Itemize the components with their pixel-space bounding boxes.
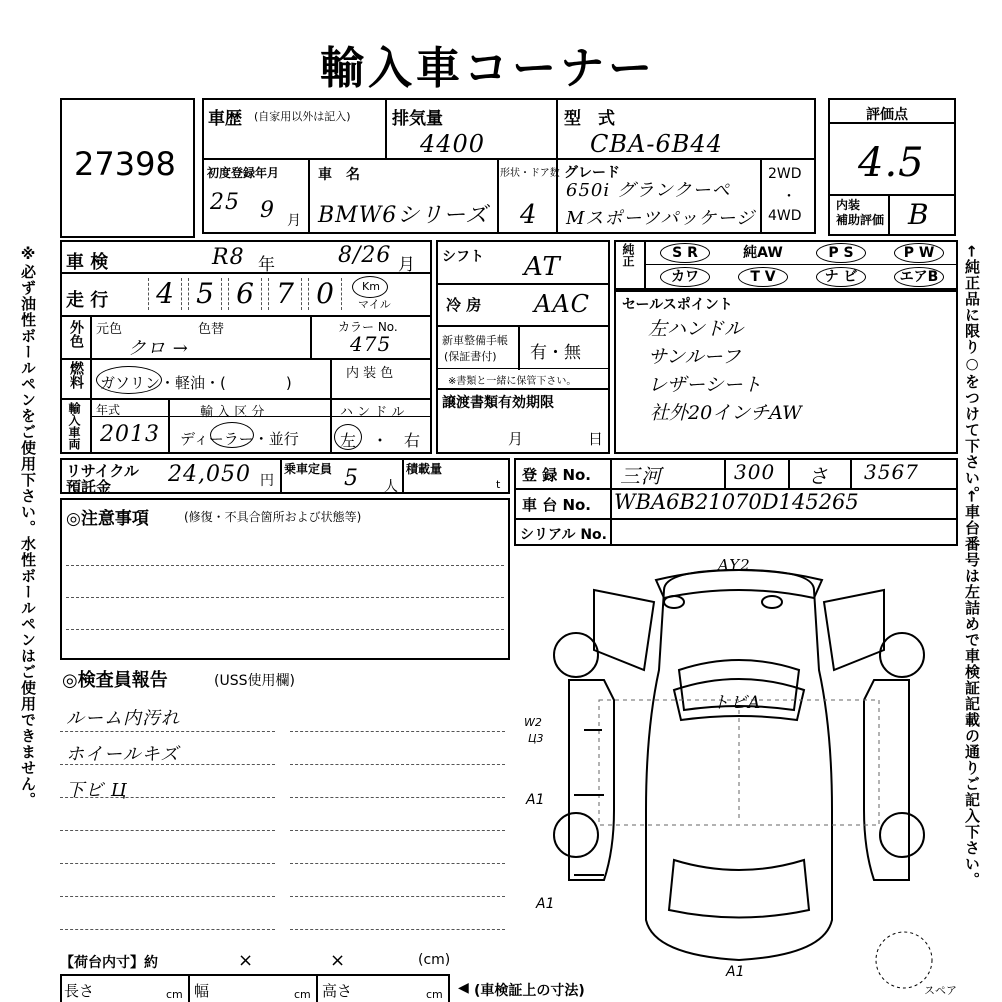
inspection-month-unit: 月 bbox=[398, 255, 415, 275]
shape-doors-label: 形状・ドア数 bbox=[500, 168, 560, 179]
mileage-unit-circle bbox=[352, 276, 388, 298]
interior-label: 内装 補助評価 bbox=[836, 198, 885, 227]
ac-label: 冷 房 bbox=[446, 296, 482, 314]
registration-label: 登 録 No. bbox=[522, 466, 592, 484]
score-label: 評価点 bbox=[866, 107, 908, 123]
genuine-option-circle bbox=[660, 267, 710, 287]
cargo-x2: × bbox=[330, 950, 346, 971]
genuine-option-circle bbox=[816, 243, 866, 263]
cautions-note: (修復・不具合箇所および状態等) bbox=[184, 510, 362, 524]
model-year-value: 2013 bbox=[100, 422, 160, 447]
diagram-mark-side2: A1 bbox=[526, 792, 545, 808]
genuine-option: P W bbox=[884, 243, 954, 263]
inspection-era: R8 bbox=[212, 245, 245, 270]
registration-region: 三河 bbox=[620, 464, 662, 488]
recycle-unit: 円 bbox=[260, 473, 274, 489]
mileage-label: 走 行 bbox=[66, 290, 109, 311]
cargo-x1: × bbox=[238, 950, 254, 971]
inspection-label: 車 検 bbox=[66, 252, 109, 273]
page-title: 輸入車コーナー bbox=[320, 43, 656, 94]
transfer-doc-month: 月 bbox=[508, 430, 524, 448]
recycle-label1: リサイクル bbox=[66, 462, 139, 480]
genuine-option: T V bbox=[728, 267, 798, 287]
sales-point-line: サンルーフ bbox=[648, 346, 741, 368]
car-diagram bbox=[514, 550, 964, 990]
shape-doors-value: 4 bbox=[520, 200, 538, 230]
fuel-label: 燃料 bbox=[68, 361, 84, 389]
import-car-label: 輸入車両 bbox=[67, 402, 81, 450]
genuine-option: S R bbox=[650, 243, 720, 263]
first-reg-year: 25 bbox=[210, 190, 240, 215]
sales-point-line: レザーシート bbox=[648, 374, 762, 396]
color-code-value: 475 bbox=[350, 332, 392, 356]
cargo-length-label: 長さ bbox=[64, 982, 95, 1000]
right-chassis-note: ←車台番号は左詰めで車検証記載の通りご記入下さい。 bbox=[963, 490, 981, 888]
transfer-doc-day: 日 bbox=[588, 430, 604, 448]
grade-line2: Mスポーツパッケージ bbox=[566, 208, 755, 229]
left-handle-circle bbox=[334, 424, 362, 450]
inspection-date: 8/26 bbox=[338, 243, 392, 268]
import-category-options: ディーラー・並行 bbox=[180, 430, 299, 448]
cargo-arrow: ◀ bbox=[458, 980, 469, 996]
registration-class: 300 bbox=[734, 460, 776, 484]
genuine-label: 純正 bbox=[621, 243, 635, 267]
cautions-label: ◎注意事項 bbox=[66, 509, 149, 529]
diagram-mark-side1: W2 bbox=[524, 716, 542, 729]
first-reg-label: 初度登録年月 bbox=[207, 166, 280, 180]
drive-dot: ・ bbox=[782, 189, 796, 205]
color-code-label: カラー No. bbox=[338, 320, 398, 334]
cargo-table bbox=[60, 974, 450, 1002]
grade-line1: 650i グランクーペ bbox=[566, 180, 731, 201]
mileage-unit-km: Km bbox=[362, 280, 380, 293]
grade-label: グレード bbox=[564, 165, 620, 181]
left-pen-note: ※必ず油性ボールペンをご使用下さい。水性ボールペンはご使用できません。 bbox=[19, 245, 37, 808]
ac-value: AAC bbox=[534, 290, 591, 318]
genuine-option-circle bbox=[816, 267, 866, 287]
diagram-mark-side1b: Ц3 bbox=[528, 732, 544, 745]
registration-kana: さ bbox=[808, 464, 829, 488]
interior-value: B bbox=[908, 198, 930, 231]
import-category-label: 輸 入 区 分 bbox=[200, 405, 265, 420]
mileage-unit-mile: マイル bbox=[358, 298, 391, 311]
spare-label: スペア bbox=[924, 984, 957, 997]
capacity-label: 乗車定員 bbox=[284, 462, 333, 476]
mileage-digit: 4 bbox=[148, 278, 182, 310]
history-note: (自家用以外は記入) bbox=[254, 110, 351, 123]
drive-4wd: 4WD bbox=[768, 208, 802, 224]
shift-label: シフト bbox=[442, 249, 484, 265]
serial-label: シリアル No. bbox=[520, 527, 607, 543]
recycle-label2: 預託金 bbox=[66, 478, 112, 496]
genuine-option: カワ bbox=[650, 267, 720, 287]
dealer-circle bbox=[210, 422, 254, 448]
genuine-option: ナ ビ bbox=[806, 267, 876, 287]
inspector-note: (USS使用欄) bbox=[214, 673, 295, 689]
handle-options: 左 ・ 右 bbox=[340, 431, 421, 450]
inspector-label: ◎検査員報告 bbox=[62, 670, 168, 691]
orig-color-label: 元色 bbox=[96, 322, 123, 337]
genuine-option-circle bbox=[894, 267, 944, 287]
mileage-digits bbox=[148, 278, 348, 310]
right-genuine-note: ←純正品に限り○をつけて下さい。 bbox=[963, 245, 981, 502]
cargo-note: (車検証上の寸法) bbox=[474, 983, 585, 999]
history-label: 車歴 bbox=[208, 109, 242, 129]
cargo-cm: (cm) bbox=[418, 952, 451, 968]
inspector-line-2: ホイールキズ bbox=[66, 744, 180, 765]
diagram-mark-top: AY2 bbox=[718, 556, 751, 574]
shift-value: AT bbox=[524, 252, 561, 282]
change-color-label: 色替 bbox=[198, 322, 225, 337]
load-label: 積載量 bbox=[406, 462, 443, 476]
fuel-options: ガソリン・軽油・( ) bbox=[100, 374, 292, 392]
transfer-doc-label: 譲渡書類有効期限 bbox=[442, 395, 554, 411]
genuine-option: P S bbox=[806, 243, 876, 263]
first-reg-month: 9 bbox=[260, 198, 275, 223]
model-type-value: CBA-6B44 bbox=[590, 130, 723, 158]
genuine-option-circle bbox=[660, 243, 710, 263]
diagram-mark-bottom: A1 bbox=[726, 964, 745, 980]
first-reg-month-unit: 月 bbox=[287, 213, 301, 229]
genuine-option: 純AW bbox=[743, 245, 783, 261]
mileage-digit: 7 bbox=[268, 278, 302, 310]
exterior-color-label: 外色 bbox=[68, 320, 84, 348]
score-value: 4.5 bbox=[858, 140, 925, 186]
car-name-label: 車 名 bbox=[318, 167, 360, 183]
genuine-option: エアB bbox=[884, 267, 954, 287]
exterior-color-value: クロ → bbox=[128, 338, 189, 359]
sales-points-label: セールスポイント bbox=[622, 297, 733, 313]
capacity-unit: 人 bbox=[384, 479, 398, 495]
service-book-note: ※書類と一緒に保管下さい。 bbox=[448, 376, 577, 387]
mileage-digit: 6 bbox=[228, 278, 262, 310]
inspector-line-1: ルーム内汚れ bbox=[66, 708, 180, 729]
displacement-value: 4400 bbox=[420, 130, 486, 158]
mileage-digit: 0 bbox=[308, 278, 342, 310]
diagram-mark-roof: トビA bbox=[712, 693, 762, 713]
cargo-height-label: 高さ bbox=[322, 982, 353, 1000]
model-year-label: 年式 bbox=[96, 403, 121, 417]
handle-label: ハ ン ド ル bbox=[340, 405, 405, 420]
genuine-grid bbox=[646, 242, 956, 288]
sales-point-line: 左ハンドル bbox=[648, 318, 744, 340]
cargo-width-label: 幅 bbox=[194, 982, 210, 1000]
capacity-value: 5 bbox=[344, 466, 359, 491]
service-book-options: 有・無 bbox=[530, 343, 581, 363]
service-book-label1: 新車整備手帳 bbox=[442, 334, 508, 347]
inspector-line-3: 下ビ Ц bbox=[66, 780, 128, 801]
load-unit: t bbox=[496, 478, 501, 491]
car-name-value: BMW6シリーズ bbox=[318, 203, 489, 228]
model-type-label: 型 式 bbox=[564, 109, 615, 129]
drive-2wd: 2WD bbox=[768, 166, 802, 182]
cargo-label: 【荷台内寸】約 bbox=[60, 955, 158, 971]
cargo-length-unit: cm bbox=[166, 988, 183, 1001]
fuel-gasoline-circle bbox=[96, 366, 162, 394]
genuine-option-circle bbox=[738, 267, 788, 287]
cargo-width-unit: cm bbox=[294, 988, 311, 1001]
lot-number: 27398 bbox=[74, 145, 176, 183]
sales-points-lines bbox=[644, 314, 944, 450]
chassis-label: 車 台 No. bbox=[522, 496, 592, 514]
displacement-label: 排気量 bbox=[392, 109, 443, 129]
cargo-height-unit: cm bbox=[426, 988, 443, 1001]
registration-number: 3567 bbox=[864, 460, 919, 484]
service-book-label2: (保証書付) bbox=[444, 350, 497, 363]
sales-point-line: 社外20インチAW bbox=[650, 402, 802, 424]
inspection-year-unit: 年 bbox=[258, 255, 275, 275]
interior-color-label: 内 装 色 bbox=[346, 366, 394, 381]
chassis-value: WBA6B21070D145265 bbox=[614, 490, 859, 514]
genuine-option-circle bbox=[894, 243, 944, 263]
diagram-mark-side3: A1 bbox=[536, 896, 555, 912]
recycle-value: 24,050 bbox=[168, 462, 251, 487]
mileage-digit: 5 bbox=[188, 278, 222, 310]
